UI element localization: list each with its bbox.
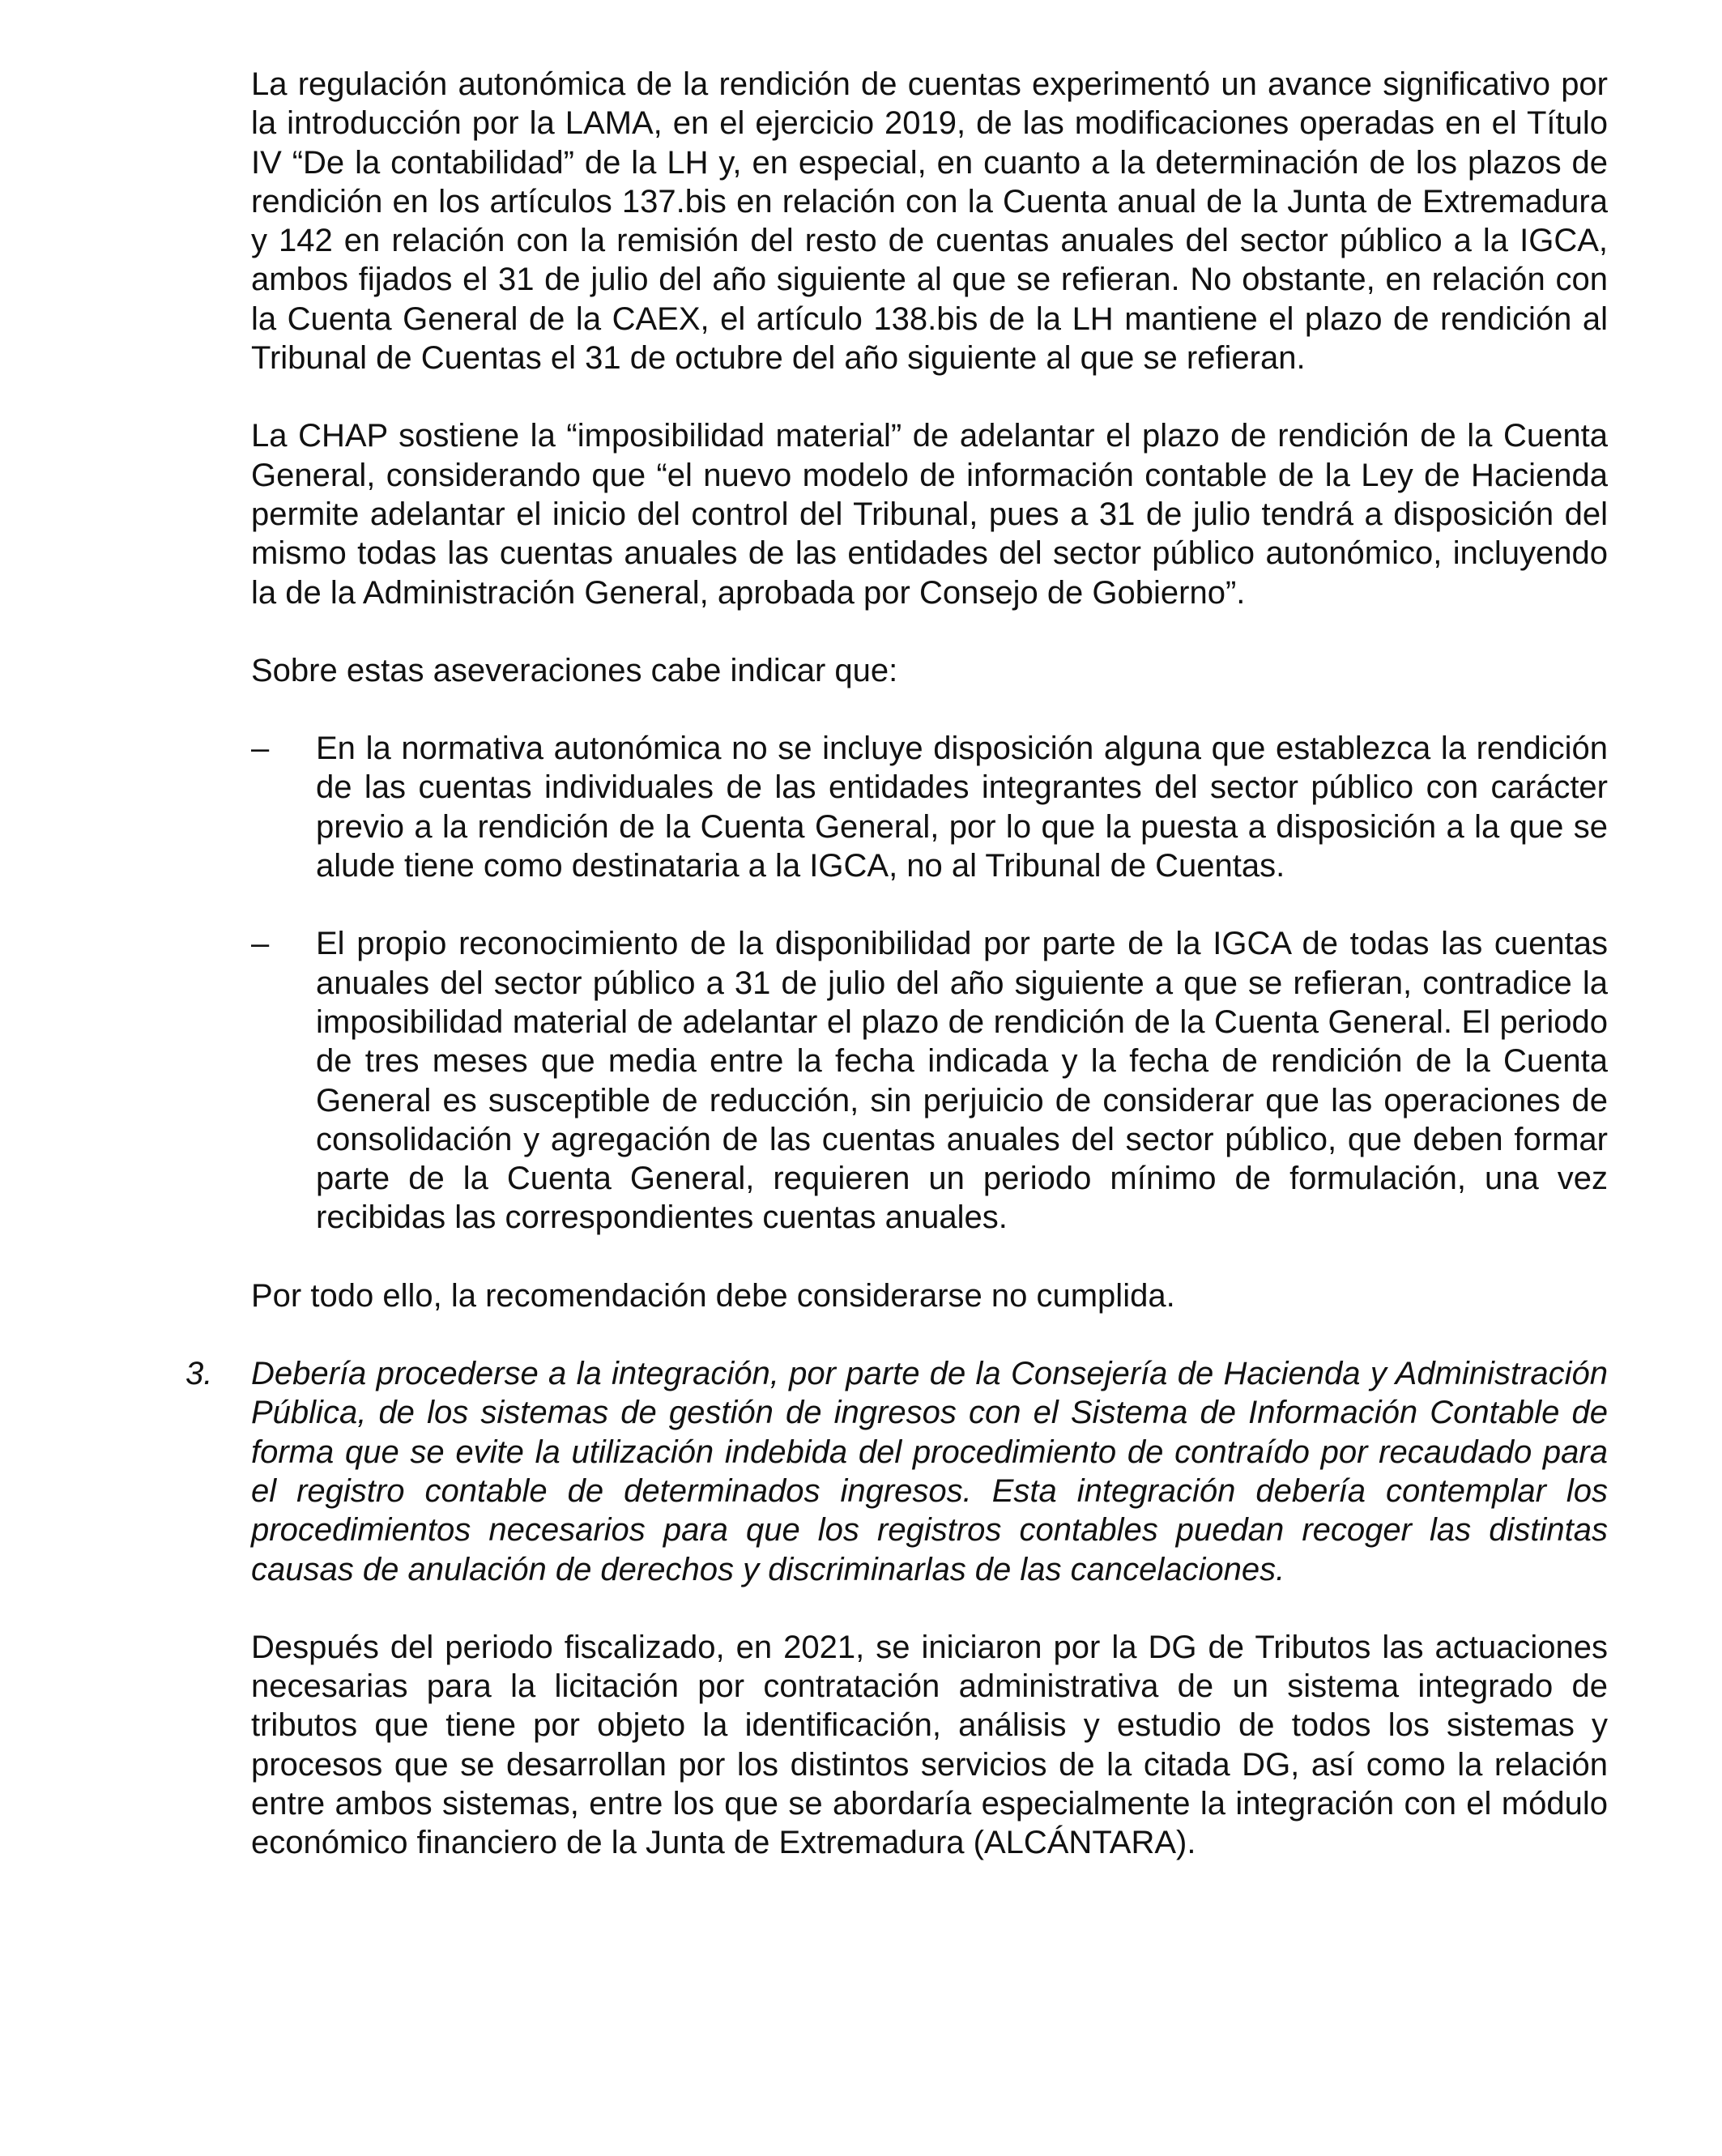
document-body [185, 65, 1608, 1902]
paragraph-aseveraciones-intro: Sobre estas aseveraciones cabe indicar que: [251, 652, 898, 688]
list-item-text: En la normativa autonómica no se incluye disposición alguna que establezca la rendición de las cuentas individuales de las entidades integrantes del sector público con carácter previo a la rendición de la Cuenta General, por lo que la puesta a disposición a la que se alude tiene como destinataria a la IGCA, no al Tribunal de Cuentas. [316, 731, 1608, 884]
paragraph-regulacion-autonomica: La regulación autonómica de la rendición de cuentas experimentó un avance significativo por la introducción por la LAMA, en el ejercicio 2019, de las modificaciones operadas en el Título IV “De la contabilidad” de la LH y, en especial, en cuanto a la determinación de los plazos de rendición en los artículos 137.bis en relación con la Cuenta anual de la Junta de Extremadura y 142 en relación con la remisión del resto de cuentas anuales del sector público a la IGCA, ambos fijados el 31 de julio del año siguiente al que se refieran. No obstante, en relación con la Cuenta General de la CAEX, el artículo 138.bis de la LH mantiene el plazo de rendición al Tribunal de Cuentas el 31 de octubre del año siguiente al que se refieran. [251, 66, 1608, 377]
paragraph-periodo-fiscalizado: Después del periodo fiscalizado, en 2021, se iniciaron por la DG de Tributos las actuaciones necesarias para la licitación por contratación administrativa de un sistema integrado de tributos que tiene por objeto la identificación, análisis y estudio de todos los sistemas y procesos que se desarrollan por los distintos servicios de la citada DG, así como la relación entre ambos sistemas, entre los que se abordaría especialmente la integración con el módulo económico financiero de la Junta de Extremadura (ALCÁNTARA). [251, 1629, 1608, 1861]
recommendation-text: Debería procederse a la integración, por parte de la Consejería de Hacienda y Administración Pública, de los sistemas de gestión de ingresos con el Sistema de Información Contable de forma que se evite la utilización indebida del procedimiento de contraído por recaudado para el registro contable de determinados ingresos. Esta integración debería contemplar los procedimientos necesarios para que los registros contables puedan recoger las distintas causas de anulación de derechos y discriminarlas de las cancelaciones. [251, 1356, 1608, 1587]
recommendation-number: 3. [185, 1356, 213, 1392]
dash-bullet-icon: – [251, 926, 270, 962]
list-item [251, 924, 1608, 1237]
recommendation-3 [185, 1354, 1608, 1589]
aseveraciones-list [251, 729, 1608, 1238]
list-item-text: El propio reconocimiento de la disponibilidad por parte de la IGCA de todas las cuentas anuales del sector público a 31 de julio del año siguiente a que se refieran, contradice la imposibilidad material de adelantar el plazo de rendición de la Cuenta General. El periodo de tres meses que media entre la fecha indicada y la fecha de rendición de la Cuenta General es susceptible de reducción, sin perjuicio de considerar que las operaciones de consolidación y agregación de las cuentas anuales del sector público, que deben formar parte de la Cuenta General, requieren un periodo mínimo de formulación, una vez recibidas las correspondientes cuentas anuales. [316, 926, 1608, 1236]
paragraph-chap-sostiene: La CHAP sostiene la “imposibilidad material” de adelantar el plazo de rendición de la Cuenta General, considerando que “el nuevo modelo de información contable de la Ley de Hacienda permite adelantar el inicio del control del Tribunal, pues a 31 de julio tendrá a disposición del mismo todas las cuentas anuales de las entidades del sector público autonómico, incluyendo la de la Administración General, aprobada por Consejo de Gobierno”. [251, 418, 1608, 611]
dash-bullet-icon: – [251, 731, 270, 767]
paragraph-conclusion: Por todo ello, la recomendación debe considerarse no cumplida. [251, 1277, 1175, 1314]
list-item [251, 729, 1608, 885]
